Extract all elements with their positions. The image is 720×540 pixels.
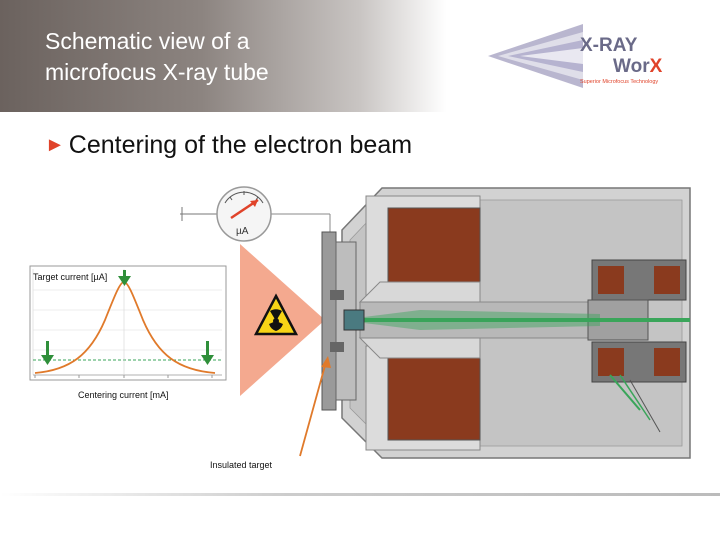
title-line-2: microfocus X-ray tube: [45, 59, 269, 85]
target-plate: [322, 232, 336, 410]
title-line-1: Schematic view of a: [45, 28, 250, 54]
meter-unit: µA: [236, 226, 249, 237]
upper-coil: [388, 208, 480, 288]
bullet-text: Centering of the electron beam: [68, 131, 413, 159]
graph-x-axis-label: Centering current [mA]: [78, 390, 169, 400]
footer-divider: [0, 493, 720, 496]
xray-tube-body: [322, 188, 690, 458]
microampere-meter: [217, 187, 271, 241]
slide-title: [45, 26, 269, 88]
bullet-item: [45, 131, 412, 160]
target-current-graph: [30, 266, 226, 380]
bullet-arrow-icon: ►: [45, 134, 65, 156]
logo-xray-text: X-RAY: [580, 35, 638, 56]
insulated-target-label: Insulated target: [210, 460, 273, 470]
logo-worx-text: WorX: [613, 56, 663, 77]
xray-worx-logo: [488, 20, 698, 92]
tube-diagram: [0, 170, 720, 490]
graph-y-axis-label: Target current [µA]: [33, 272, 108, 282]
logo-tagline: Superior Microfocus Technology: [580, 79, 659, 85]
lower-coil: [388, 354, 480, 440]
